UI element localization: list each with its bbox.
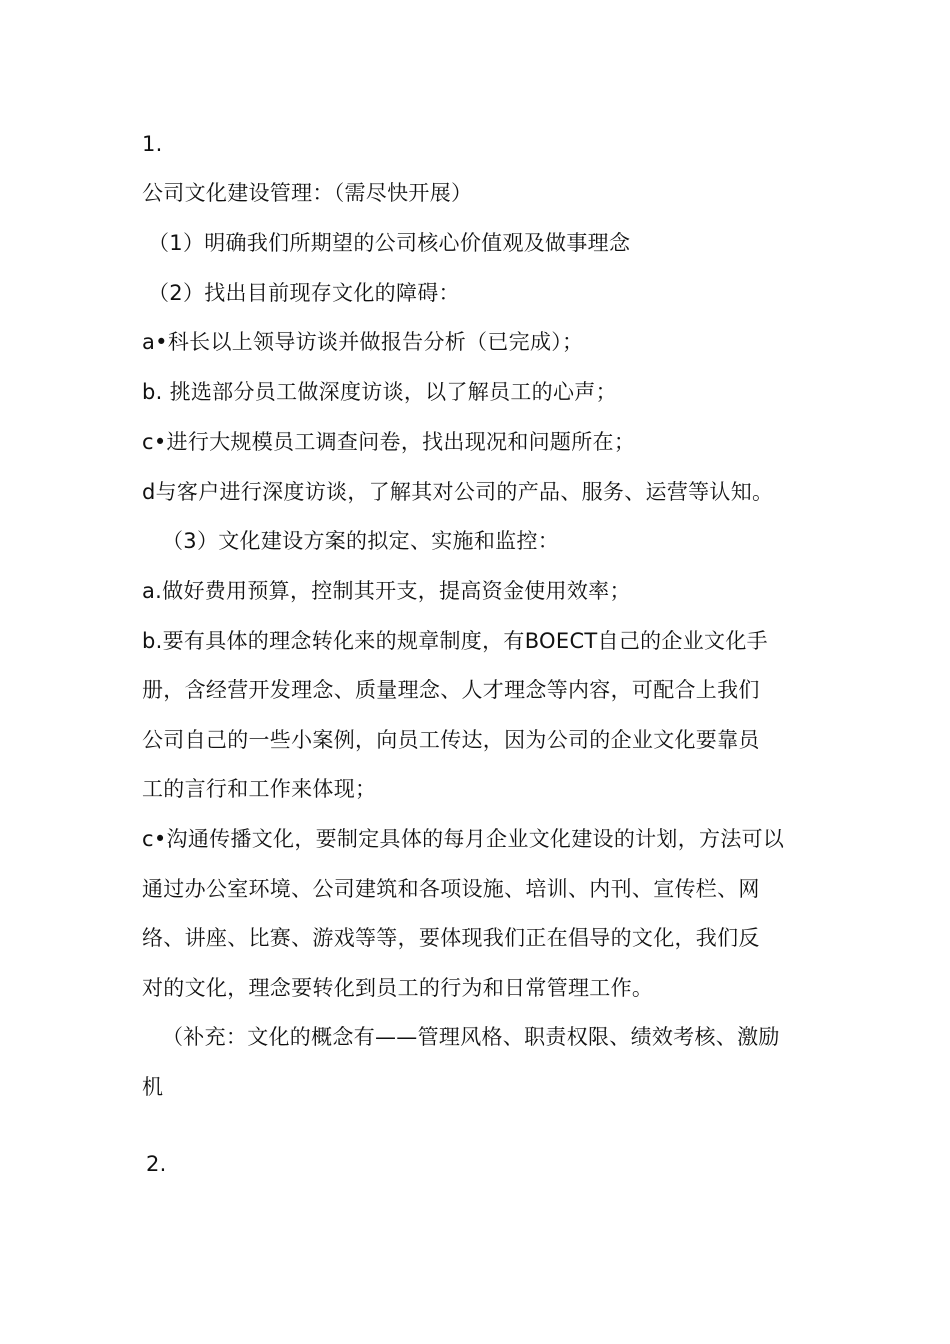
item-2-d: d与客户进行深度访谈，了解其对公司的产品、服务、运营等认知。 — [142, 480, 774, 504]
item-2-c: c•进行大规模员工调查问卷，找出现况和问题所在； — [142, 430, 636, 454]
item-2-b: b. 挑选部分员工做深度访谈，以了解员工的心声； — [142, 380, 617, 404]
supplement-line-1: （补充：文化的概念有——管理风格、职责权限、绩效考核、激励 — [162, 1025, 780, 1049]
section-1-title: 公司文化建设管理：（需尽快开展） — [142, 181, 473, 205]
item-3-b-line-4: 工的言行和工作来体现； — [142, 777, 377, 801]
section-1-number: 1. — [142, 132, 163, 156]
item-3-b-line-3: 公司自己的一些小案例，向员工传达，因为公司的企业文化要靠员 — [142, 728, 760, 752]
item-3-c-line-1: c•沟通传播文化，要制定具体的每月企业文化建设的计划，方法可以 — [142, 827, 785, 851]
item-3-c-line-3: 络、讲座、比赛、游戏等等，要体现我们正在倡导的文化，我们反 — [142, 926, 760, 950]
item-3-c-line-4: 对的文化，理念要转化到员工的行为和日常管理工作。 — [142, 976, 654, 1000]
supplement-line-2: 机 — [142, 1075, 164, 1099]
item-3-heading: （3）文化建设方案的拟定、实施和监控： — [162, 529, 560, 553]
item-3-a: a.做好费用预算，控制其开支，提高资金使用效率； — [142, 579, 631, 603]
section-2-number: 2. — [146, 1152, 167, 1176]
item-2-a: a•科长以上领导访谈并做报告分析（已完成）； — [142, 330, 584, 354]
item-2-heading: （2）找出目前现存文化的障碍： — [148, 281, 460, 305]
item-1-text: （1）明确我们所期望的公司核心价值观及做事理念 — [148, 231, 631, 255]
item-3-c-line-2: 通过办公室环境、公司建筑和各项设施、培训、内刊、宣传栏、网 — [142, 877, 760, 901]
item-3-b-line-1: b.要有具体的理念转化来的规章制度，有BOECT自己的企业文化手 — [142, 629, 768, 653]
item-3-b-line-2: 册，含经营开发理念、质量理念、人才理念等内容，可配合上我们 — [142, 678, 760, 702]
